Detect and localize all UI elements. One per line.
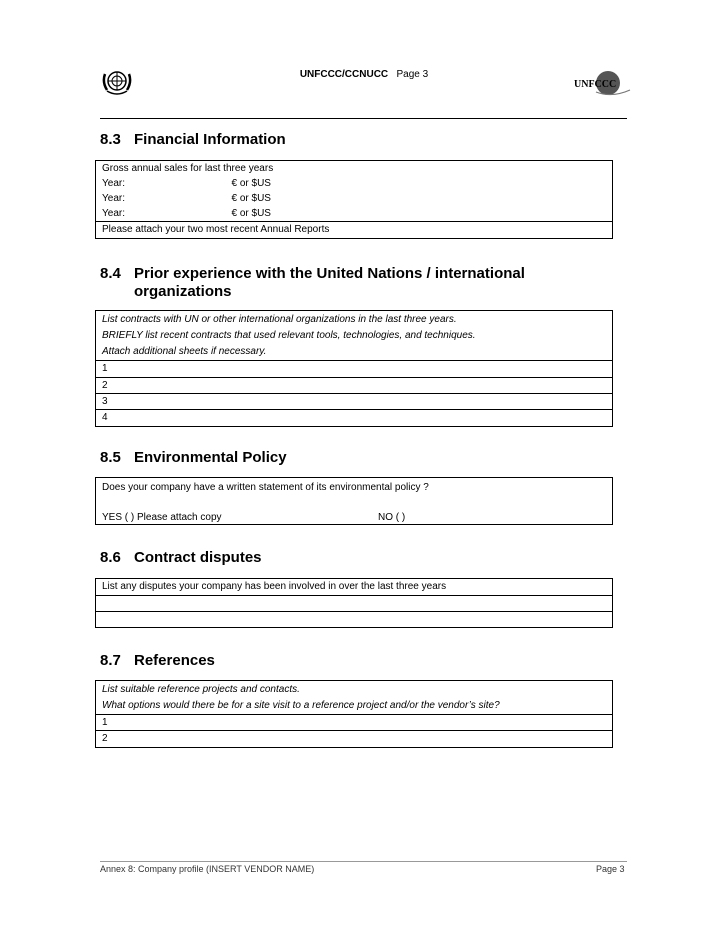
section-number: 8.3	[100, 131, 121, 148]
entry-row[interactable]	[96, 612, 613, 628]
attach-reports-note: Please attach your two most recent Annual Reports	[96, 222, 613, 239]
instruction-line: What options would there be for a site visit to a reference project and/or the vendor’s site?	[96, 698, 613, 715]
section-heading-financial	[100, 131, 286, 149]
header-org: UNFCCC/CCNUCC	[299, 69, 389, 80]
entry-row[interactable]: 3	[96, 394, 613, 410]
entry-row[interactable]: 1	[96, 715, 613, 731]
section-title: Contract disputes	[134, 549, 262, 566]
section-number: 8.7	[100, 652, 121, 669]
year-row[interactable]	[96, 206, 613, 222]
currency-label: € or $US	[231, 178, 271, 189]
footer-annex-label: Annex 8: Company profile (INSERT VENDOR NAME)	[100, 864, 315, 874]
disputes-table	[95, 578, 613, 628]
section-title-cont: organizations	[134, 283, 232, 300]
year-label: Year:	[102, 193, 125, 204]
environmental-policy-cell	[96, 478, 613, 525]
yes-option[interactable]: YES ( ) Please attach copy	[102, 512, 222, 523]
instruction-line: Attach additional sheets if necessary.	[96, 344, 613, 361]
entry-row[interactable]: 2	[96, 731, 613, 748]
prior-experience-table	[95, 310, 613, 427]
section-heading-references	[100, 652, 215, 670]
section-number: 8.6	[100, 549, 121, 566]
year-label: Year:	[102, 208, 125, 219]
section-heading-environmental	[100, 449, 287, 467]
section-number: 8.5	[100, 449, 121, 466]
year-row[interactable]	[96, 176, 613, 191]
section-title: Prior experience with the United Nations / international	[134, 265, 525, 282]
currency-label: € or $US	[231, 193, 271, 204]
currency-label: € or $US	[231, 208, 271, 219]
instruction-line: List contracts with UN or other international organizations in the last three years.	[96, 311, 613, 329]
references-table	[95, 680, 613, 748]
section-title: References	[134, 652, 215, 669]
unfccc-logo-text: UNFCCC	[574, 79, 617, 90]
financial-info-table	[95, 160, 613, 239]
entry-row[interactable]: 4	[96, 410, 613, 427]
entry-row[interactable]: 2	[96, 378, 613, 394]
header-page: Page 3	[396, 69, 429, 80]
year-row[interactable]	[96, 191, 613, 206]
footer-page-number: Page 3	[596, 864, 625, 874]
section-title: Environmental Policy	[134, 449, 287, 466]
instruction-line: List suitable reference projects and contacts.	[96, 681, 613, 699]
footer-divider	[100, 861, 627, 862]
environmental-policy-table	[95, 477, 613, 525]
no-option[interactable]: NO ( )	[378, 512, 406, 523]
disputes-instruction: List any disputes your company has been involved in over the last three years	[96, 579, 613, 596]
section-heading-disputes	[100, 549, 262, 567]
entry-row[interactable]: 1	[96, 361, 613, 378]
year-label: Year:	[102, 178, 125, 189]
unfccc-logo-icon	[572, 68, 632, 102]
instruction-line: BRIEFLY list recent contracts that used relevant tools, technologies, and techniques.	[96, 328, 613, 344]
gross-sales-label: Gross annual sales for last three years	[96, 161, 613, 177]
policy-question: Does your company have a written statement of its environmental policy ?	[102, 482, 429, 493]
section-heading-prior-experience	[100, 265, 525, 301]
section-number: 8.4	[100, 265, 121, 282]
entry-row[interactable]	[96, 596, 613, 612]
section-title: Financial Information	[134, 131, 286, 148]
header-divider	[100, 118, 627, 119]
